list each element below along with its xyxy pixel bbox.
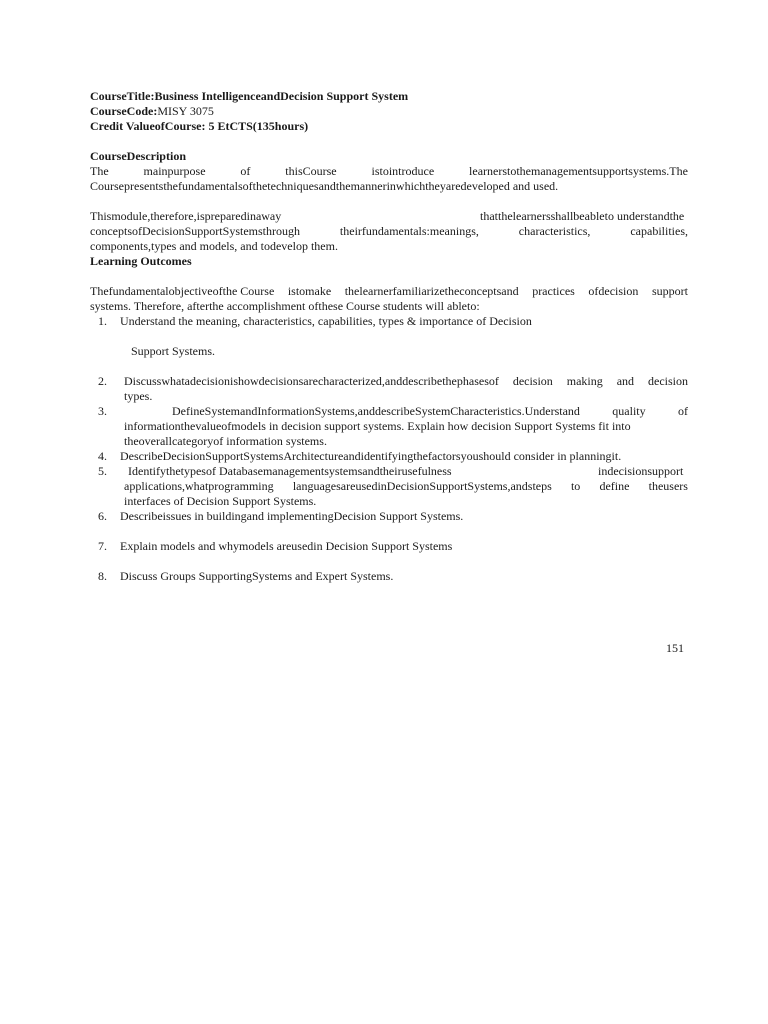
word: Thefundamentalobjectiveofthe Course (90, 284, 275, 298)
item-text: Discuss Groups SupportingSystems and Expert Systems. (120, 569, 394, 583)
item-text: interfaces of Decision Support Systems. (124, 494, 317, 508)
outcome-item-8 (90, 569, 688, 584)
item-number: 2. (98, 374, 107, 388)
outcomes-intro-line1 (90, 284, 688, 299)
item-line (120, 479, 688, 494)
word: to (570, 479, 581, 493)
item-line (120, 374, 688, 389)
credit-value: Credit ValueofCourse: 5 EtCTS(135hours) (90, 119, 309, 133)
outcome-item-4 (90, 449, 688, 464)
item-number: 7. (98, 539, 107, 553)
item-text: DescribeDecisionSupportSystemsArchitectureandidentifyingthefactorsyoushould consider in planningit. (120, 449, 622, 463)
word: making (566, 374, 603, 388)
word: thisCourse (285, 164, 337, 178)
word: of (677, 404, 688, 418)
outcome-item-7 (90, 539, 688, 554)
item-number: 5. (98, 464, 107, 478)
item-line (120, 404, 688, 419)
word: quality (612, 404, 646, 418)
outcomes-intro-line2: systems. Therefore, afterthe accomplishment ofthese Course students will ableto: (90, 299, 480, 313)
course-code (90, 104, 688, 119)
word: Discusswhatadecisionishowdecisionsarecharacterized,anddescribethephasesof (124, 374, 499, 388)
word: conceptsofDecisionSupportSystemsthrough (90, 224, 300, 238)
word: learnerstothemanagementsupportsystems.The (469, 164, 688, 178)
word: mainpurpose (143, 164, 206, 178)
word: support (651, 284, 688, 298)
word: characteristics, (518, 224, 591, 238)
document-page (90, 89, 688, 584)
outcome-item-6 (90, 509, 688, 524)
word: define (599, 479, 630, 493)
item-number: 3. (98, 404, 107, 418)
word: istomake (287, 284, 332, 298)
word: ofdecision (588, 284, 639, 298)
course-title-value: Business IntelligenceandDecision Support System (154, 89, 409, 103)
description-p2-line2 (90, 224, 688, 239)
outcome-item-2 (90, 374, 688, 404)
word: Thismodule,therefore,ispreparedinaway (90, 209, 282, 223)
description-p1-line2: Coursepresentsthefundamentalsofthetechniquesandthemannerinwhichtheyaredeveloped and used. (90, 179, 559, 193)
outcome-item-5 (90, 464, 688, 509)
description-p1-line1 (90, 164, 688, 179)
item-number: 4. (98, 449, 107, 463)
word: Identifythetypesof Databasemanagementsystemsandtheirusefulness (128, 464, 452, 478)
item-number: 1. (98, 314, 107, 328)
course-code-value: MISY 3075 (157, 104, 214, 118)
word: of (240, 164, 251, 178)
word: indecisionsupport (598, 464, 684, 478)
course-title-label: CourseTitle: (90, 89, 155, 103)
course-title (90, 89, 688, 104)
word: theusers (648, 479, 688, 493)
word: DefineSystemandInformationSystems,anddescribeSystemCharacteristics.Understand (172, 404, 580, 418)
word: decision (512, 374, 553, 388)
outcome-item-1-cont: Support Systems. (131, 344, 216, 358)
word: capabilities, (630, 224, 688, 238)
word: thelearnerfamiliarizetheconceptsand (344, 284, 519, 298)
outcome-item-1 (90, 314, 688, 329)
page-number: 151 (666, 641, 684, 655)
outcome-item-3 (90, 404, 688, 449)
word: practices (532, 284, 575, 298)
item-text: Explain models and whymodels areusedin Decision Support Systems (120, 539, 453, 553)
description-p2-line3: components,types and models, and todevelop them. (90, 239, 338, 253)
item-text: informationthevalueofmodels in decision support systems. Explain how decision Support Systems fit into (124, 419, 631, 433)
item-text: types. (124, 389, 153, 403)
item-text: Understand the meaning, characteristics, capabilities, types & importance of Decision (120, 314, 532, 328)
word: thatthelearnersshallbeableto understandthe (480, 209, 685, 223)
word: The (90, 164, 109, 178)
item-number: 6. (98, 509, 107, 523)
item-text: Describeissues in buildingand implementingDecision Support Systems. (120, 509, 464, 523)
word: applications,whatprogramming (124, 479, 274, 493)
description-p2-line1 (90, 209, 688, 224)
learning-outcomes-heading: Learning Outcomes (90, 254, 192, 268)
word: theirfundamentals:meanings, (339, 224, 479, 238)
course-code-label: CourseCode: (90, 104, 158, 118)
word: languagesareusedinDecisionSupportSystems,andsteps (292, 479, 552, 493)
word: istointroduce (371, 164, 435, 178)
item-text: theoverallcategoryof information systems. (124, 434, 327, 448)
item-number: 8. (98, 569, 107, 583)
word: decision (648, 374, 688, 388)
course-description-heading: CourseDescription (90, 149, 186, 163)
word: and (616, 374, 635, 388)
item-line (120, 464, 688, 479)
